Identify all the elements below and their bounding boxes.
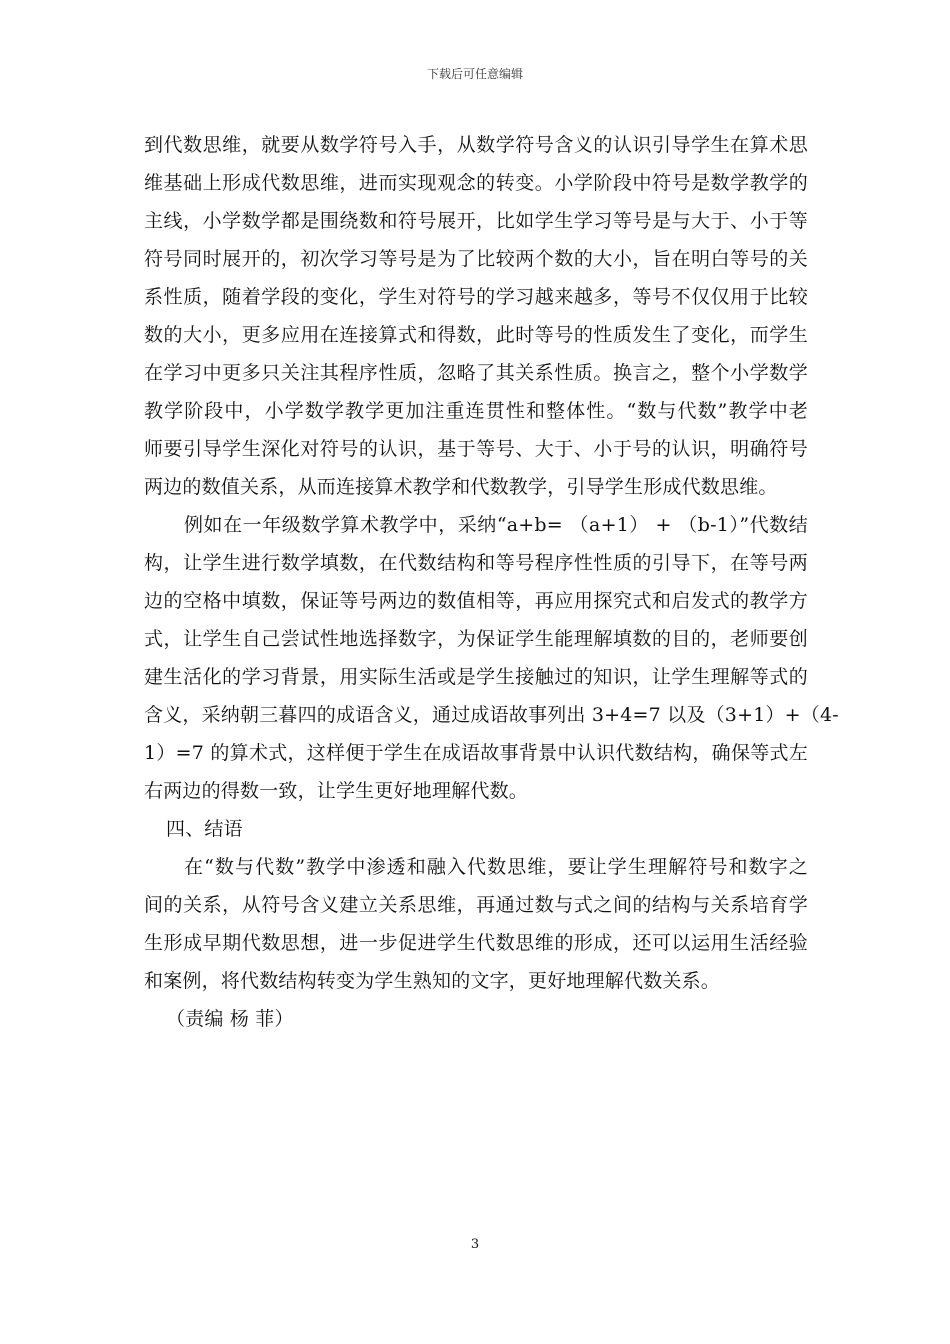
paragraph-2 [144,506,839,810]
paragraph-line: 含义，采纳朝三暮四的成语含义，通过成语故事列出 3+4=7 以及（3+1）+（4- [144,704,839,726]
paragraph-line: 数的大小，更多应用在连接算式和得数，此时等号的性质发生了变化，而学生 [144,324,808,346]
paragraph-line: 在“数与代数”教学中渗透和融入代数思维，要让学生理解符号和数字之 [184,856,808,878]
paragraph-line: 系性质，随着学段的变化，学生对符号的学习越来越多，等号不仅仅用于比较 [144,286,808,308]
paragraph-line: 和案例，将代数结构转变为学生熟知的文字，更好地理解代数关系。 [144,970,721,992]
paragraph-line: 教学阶段中，小学数学教学更加注重连贯性和整体性。“数与代数”教学中老 [144,400,808,422]
section-heading-conclusion [144,810,808,848]
paragraph-line: 右两边的得数一致，让学生更好地理解代数。 [144,780,529,802]
page-header: 下载后可任意编辑 [426,67,523,81]
paragraph-line: 生形成早期代数思想，进一步促进学生代数思维的形成，还可以运用生活经验 [144,932,808,954]
paragraph-line: 间的关系，从符号含义建立关系思维，再通过数与式之间的结构与关系培育学 [144,894,808,916]
paragraph-line: 构，让学生进行数学填数，在代数结构和等号程序性性质的引导下，在等号两 [144,552,808,574]
editor-credit: （责编 杨 菲） [166,1008,294,1030]
paragraph-line: 维基础上形成代数思维，进而实现观念的转变。小学阶段中符号是数学教学的 [144,172,808,194]
paragraph-line: 两边的数值关系，从而连接算术教学和代数教学，引导学生形成代数思维。 [144,476,778,498]
paragraph-line: 边的空格中填数，保证等号两边的数值相等，再应用探究式和启发式的教学方 [144,590,808,612]
page-number: 3 [470,1237,480,1252]
paragraph-1 [144,126,808,506]
paragraph-line: 符号同时展开的，初次学习等号是为了比较两个数的大小，旨在明白等号的关 [144,248,808,270]
paragraph-line: 建生活化的学习背景，用实际生活或是学生接触过的知识，让学生理解等式的 [144,666,808,688]
paragraph-line: 例如在一年级数学算术教学中，采纳“a+b= （a+1） + （b-1）”代数结 [184,514,808,536]
paragraph-line: 在学习中更多只关注其程序性质，忽略了其关系性质。换言之，整个小学数学 [144,362,808,384]
paragraph-line: 师要引导学生深化对符号的认识，基于等号、大于、小于号的认识，明确符号 [144,438,808,460]
paragraph-line: 式，让学生自己尝试性地选择数字，为保证学生能理解填数的目的，老师要创 [144,628,808,650]
paragraph-line: 1）=7 的算术式，这样便于学生在成语故事背景中认识代数结构，确保等式左 [144,742,808,764]
paragraph-line: 主线，小学数学都是围绕数和符号展开，比如学生学习等号是与大于、小于等 [144,210,808,232]
document-body [144,126,839,1038]
paragraph-4 [144,848,808,1000]
editor-note [144,1000,808,1038]
section-heading: 四、结语 [166,818,243,840]
paragraph-line: 到代数思维，就要从数学符号入手，从数学符号含义的认识引导学生在算术思 [144,134,808,156]
